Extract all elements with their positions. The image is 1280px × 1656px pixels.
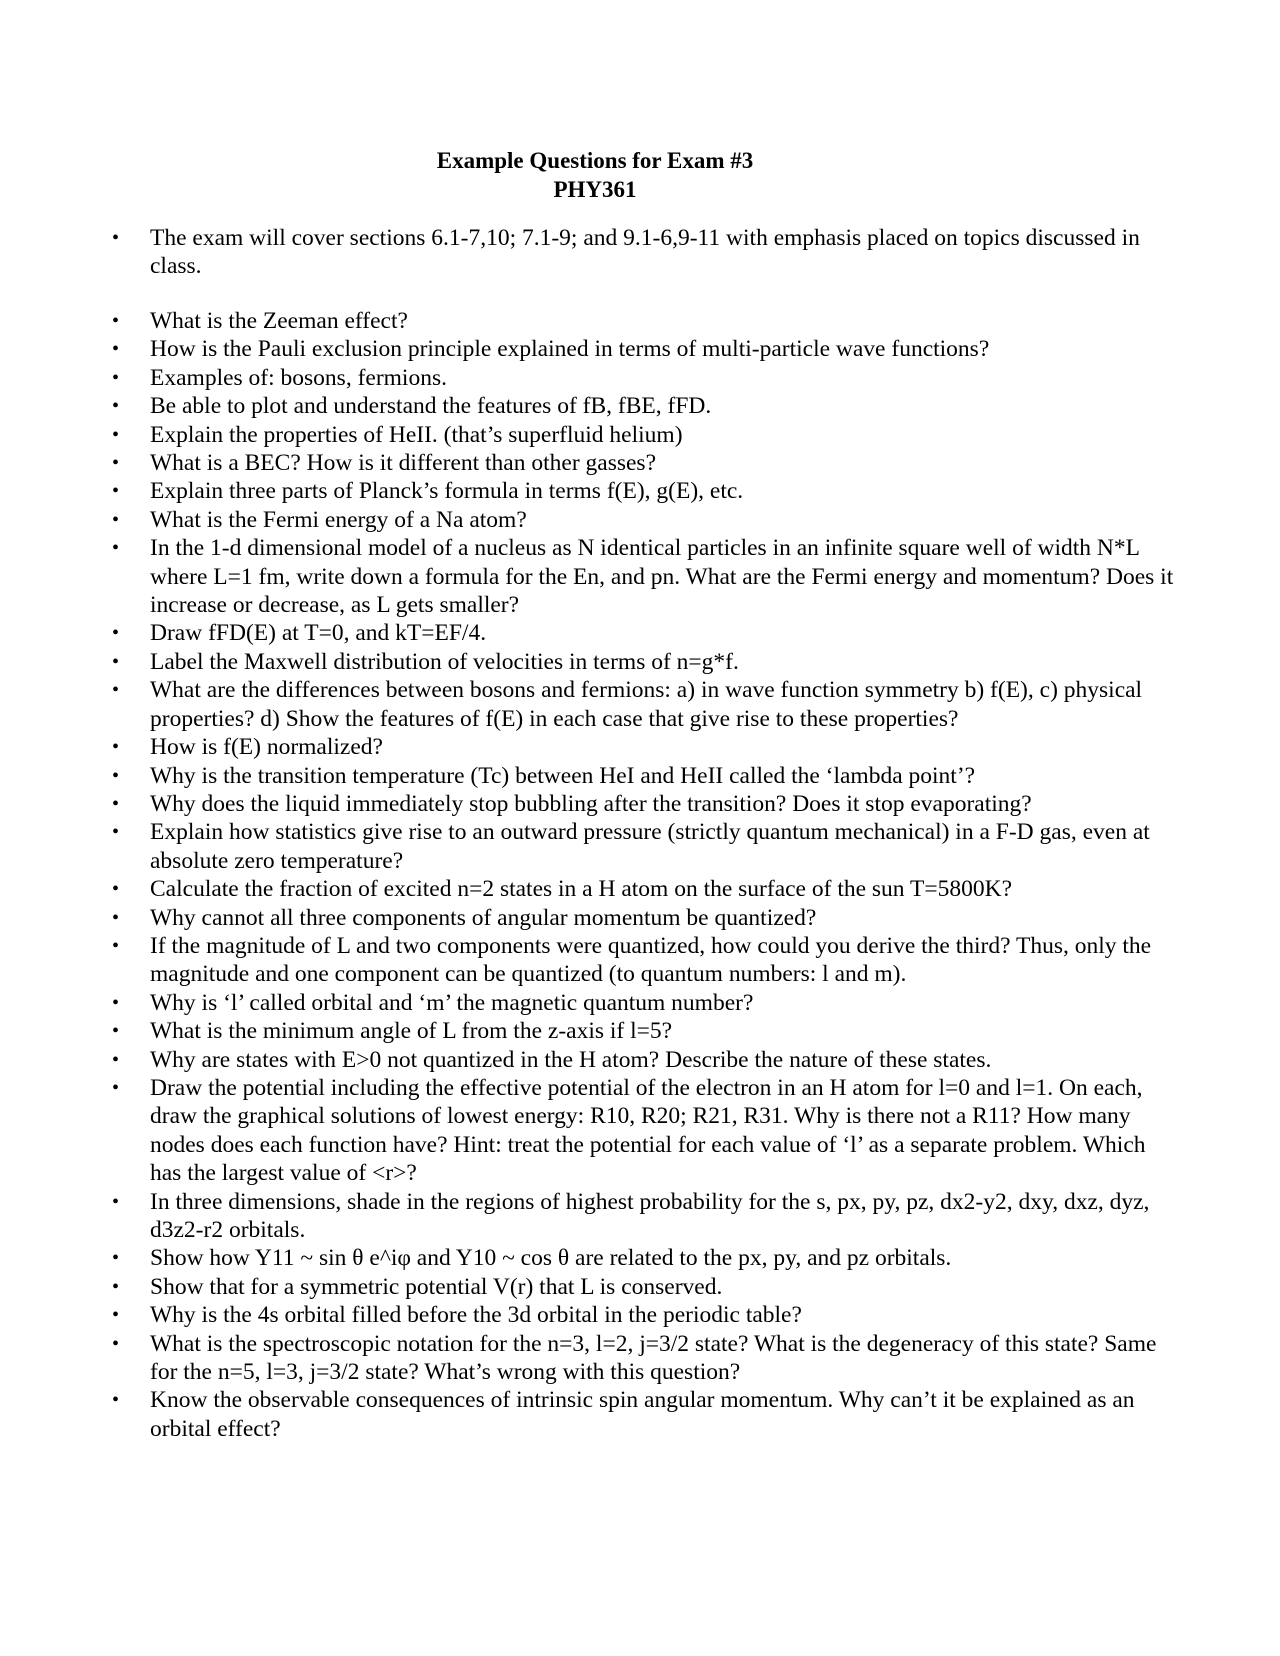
question-item: • Be able to plot and understand the features of fB, fBE, fFD. (112, 392, 1182, 420)
question-item: • Know the observable consequences of intrinsic spin angular momentum. Why can’t it be explained as an orbital effect? (112, 1386, 1182, 1443)
document-title: Example Questions for Exam #3 (436, 148, 754, 173)
question-item: • What is the spectroscopic notation for the n=3, l=2, j=3/2 state? What is the degeneracy of this state? Same for the n=5, l=3, j=3/2 state? What’s wrong with this question? (112, 1330, 1182, 1387)
question-item: • Explain the properties of HeII. (that’s superfluid helium) (112, 421, 1182, 449)
question-item: • Why does the liquid immediately stop bubbling after the transition? Does it stop evaporating? (112, 790, 1182, 818)
question-item: • Explain three parts of Planck’s formula in terms f(E), g(E), etc. (112, 477, 1182, 505)
question-item: • Calculate the fraction of excited n=2 states in a H atom on the surface of the sun T=5800K? (112, 875, 1182, 903)
question-item: • In the 1-d dimensional model of a nucleus as N identical particles in an infinite square well of width N*L where L=1 fm, write down a formula for the En, and pn. What are the Fermi energy and momentum? Does it increase or decrease, as L gets smaller? (112, 534, 1182, 619)
question-item: • If the magnitude of L and two components were quantized, how could you derive the third? Thus, only the magnitude and one component can be quantized (to quantum numbers: l and m). (112, 932, 1182, 989)
question-item: • What are the differences between bosons and fermions: a) in wave function symmetry b) f(E), c) physical properties? d) Show the features of f(E) in each case that give rise to these properties? (112, 676, 1182, 733)
question-item: • Examples of: bosons, fermions. (112, 364, 1182, 392)
question-item: • Show how Y11 ~ sin θ e^iφ and Y10 ~ cos θ are related to the px, py, and pz orbitals. (112, 1244, 1182, 1272)
question-item: • Draw fFD(E) at T=0, and kT=EF/4. (112, 619, 1182, 647)
question-item: • What is a BEC? How is it different than other gasses? (112, 449, 1182, 477)
question-item: • Explain how statistics give rise to an outward pressure (strictly quantum mechanical) in a F-D gas, even at absolute zero temperature? (112, 818, 1182, 875)
intro-item: • The exam will cover sections 6.1-7,10; 7.1-9; and 9.1-6,9-11 with emphasis placed on topics discussed in class. (112, 224, 1182, 281)
course-code: PHY361 (553, 177, 637, 202)
question-item: • What is the minimum angle of L from the z-axis if l=5? (112, 1017, 1182, 1045)
question-item: • Label the Maxwell distribution of velocities in terms of n=g*f. (112, 648, 1182, 676)
question-item: • Why is the 4s orbital filled before the 3d orbital in the periodic table? (112, 1301, 1182, 1329)
question-item: • Why cannot all three components of angular momentum be quantized? (112, 904, 1182, 932)
question-item: • How is f(E) normalized? (112, 733, 1182, 761)
question-item: • Why are states with E>0 not quantized in the H atom? Describe the nature of these states. (112, 1046, 1182, 1074)
intro-list (112, 224, 1182, 281)
question-item: • Why is the transition temperature (Tc) between HeI and HeII called the ‘lambda point’? (112, 762, 1182, 790)
question-list (112, 307, 1182, 1443)
question-item: • Draw the potential including the effective potential of the electron in an H atom for l=0 and l=1. On each, draw the graphical solutions of lowest energy: R10, R20; R21, R31. Why is there not a R11? How many nodes does each function have? Hint: treat the potential for each value of ‘l’ as a separate problem. Which has the largest value of <r>? (112, 1074, 1182, 1188)
question-item: • In three dimensions, shade in the regions of highest probability for the s, px, py, pz, dx2-y2, dxy, dxz, dyz, d3z2-r2 orbitals. (112, 1188, 1182, 1245)
title-block (0, 146, 1190, 204)
question-item: • Show that for a symmetric potential V(r) that L is conserved. (112, 1273, 1182, 1301)
question-item: • How is the Pauli exclusion principle explained in terms of multi-particle wave functions? (112, 335, 1182, 363)
question-item: • Why is ‘l’ called orbital and ‘m’ the magnetic quantum number? (112, 989, 1182, 1017)
question-item: • What is the Fermi energy of a Na atom? (112, 506, 1182, 534)
question-item: • What is the Zeeman effect? (112, 307, 1182, 335)
